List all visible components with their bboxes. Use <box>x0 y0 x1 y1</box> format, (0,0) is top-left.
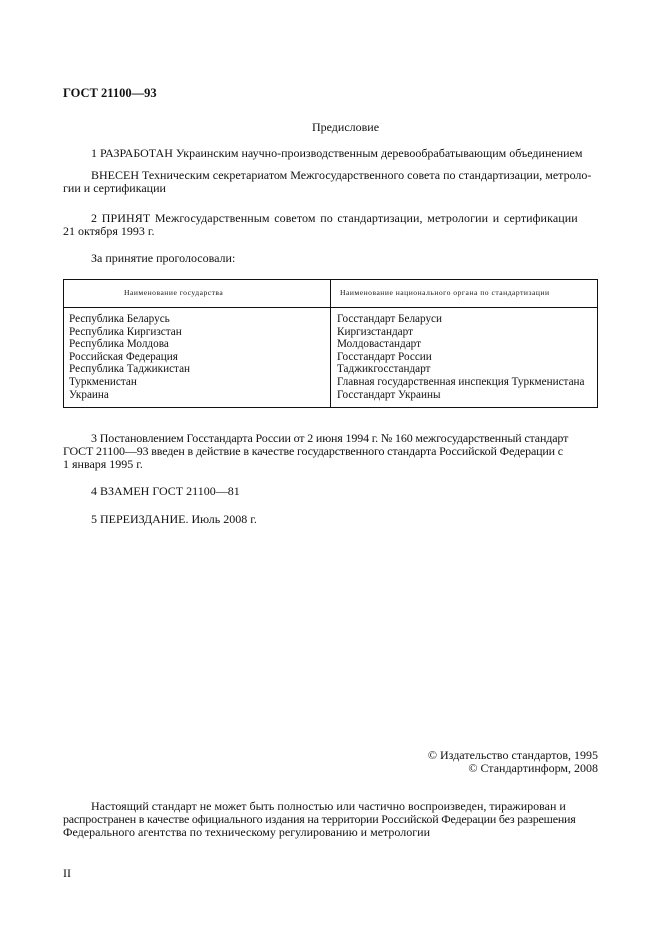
copyright-line-1: © Издательство стандартов, 1995 <box>427 748 598 762</box>
copyright-line-2: © Стандартинформ, 2008 <box>468 761 598 775</box>
voting-table <box>63 279 598 408</box>
copyright-block <box>298 749 598 775</box>
paragraph-replaces-text: 4 ВЗАМЕН ГОСТ 21100—81 <box>91 484 240 498</box>
table-cell-state: Республика Молдова <box>69 338 169 351</box>
page-number: II <box>63 866 71 880</box>
paragraph-resolution-line-1: 3 Постановлением Госстандарта России от 2 июня 1994 г. № 160 межгосударственный стандарт <box>91 431 569 445</box>
table-cell-body: Госстандарт Беларуси <box>337 313 442 325</box>
document-code: ГОСТ 21100—93 <box>63 86 157 100</box>
table-cell-body: Таджикгосстандарт <box>337 363 431 376</box>
paragraph-developed-line: 1 РАЗРАБОТАН Украинским научно-производственным деревообрабатывающим объединением <box>91 146 583 160</box>
paragraph-resolution-line-3: 1 января 1995 г. <box>63 457 143 471</box>
paragraph-resolution <box>63 432 598 471</box>
table-column-states <box>69 313 190 401</box>
table-cell-state: Туркменистан <box>69 375 137 388</box>
table-column-divider <box>330 280 331 407</box>
table-cell-body: Молдовастандарт <box>337 338 422 351</box>
table-cell-body: Госстандарт Украины <box>337 388 441 401</box>
vote-intro-text: За принятие проголосовали: <box>91 251 236 265</box>
paragraph-adopted <box>63 212 598 238</box>
table-header-state: Наименование государства <box>124 288 224 297</box>
table-column-bodies <box>337 313 584 401</box>
reproduction-notice-line-1: Настоящий стандарт не может быть полностью или частично воспроизведен, тиражирован и <box>91 799 566 813</box>
reproduction-notice-line-3: Федерального агентства по техническому регулированию и метрологии <box>63 825 431 839</box>
table-cell-body: Госстандарт России <box>337 350 432 363</box>
preface-title: Предисловие <box>311 120 380 134</box>
paragraph-replaces <box>63 485 598 498</box>
paragraph-reissue <box>63 513 598 526</box>
paragraph-adopted-line-1: 2 ПРИНЯТ Межгосударственным советом по стандартизации, метрологии и сертификации <box>91 211 578 225</box>
vote-intro <box>63 252 598 265</box>
table-cell-state: Республика Киргизстан <box>69 325 182 338</box>
paragraph-reissue-text: 5 ПЕРЕИЗДАНИЕ. Июль 2008 г. <box>91 512 257 526</box>
table-cell-state: Российская Федерация <box>69 350 178 363</box>
table-cell-body: Киргизстандарт <box>337 325 413 338</box>
paragraph-introduced-line-1: ВНЕСЕН Техническим секретариатом Межгосударственного совета по стандартизации, метроло- <box>91 168 592 182</box>
paragraph-introduced <box>63 169 598 195</box>
table-header-body: Наименование национального органа по стандартизации <box>340 288 550 297</box>
table-cell-body: Главная государственная инспекция Туркменистана <box>337 375 585 388</box>
reproduction-notice-line-2: распространен в качестве официального издания на территории Российской Федерации без разрешения <box>63 812 576 826</box>
table-cell-state: Республика Беларусь <box>69 313 170 325</box>
paragraph-adopted-line-2: 21 октября 1993 г. <box>63 224 155 238</box>
table-cell-state: Украина <box>69 388 109 401</box>
reproduction-notice <box>63 800 598 839</box>
table-cell-state: Республика Таджикистан <box>69 363 191 376</box>
paragraph-introduced-line-2: гии и сертификации <box>63 181 166 195</box>
paragraph-resolution-line-2: ГОСТ 21100—93 введен в действие в качестве государственного стандарта Российской Федерации с <box>63 444 563 458</box>
paragraph-developed <box>63 147 598 160</box>
